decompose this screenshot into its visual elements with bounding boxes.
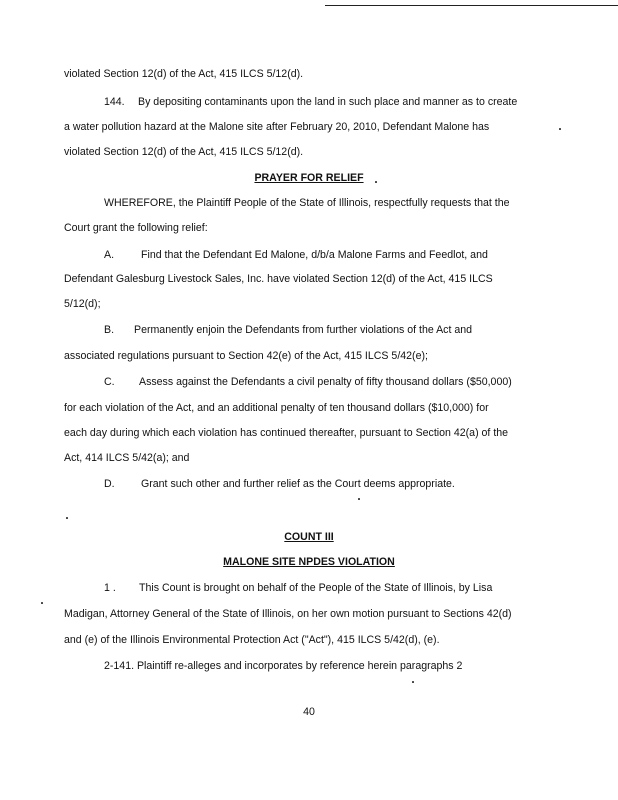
count-paragraph-2-141: 2-141. Plaintiff re-alleges and incorporates by reference herein paragraphs 2 [104, 660, 463, 672]
paragraph-144-number: 144. [104, 96, 125, 108]
relief-item-c-line-1: Assess against the Defendants a civil penalty of fifty thousand dollars ($50,000) [139, 376, 512, 388]
relief-item-b-letter: B. [104, 324, 115, 336]
count-paragraph-1-line-3: and (e) of the Illinois Environmental Protection Act ("Act"), 415 ILCS 5/42(d), (e). [64, 634, 440, 646]
scan-speck [375, 181, 377, 183]
count-heading: COUNT III [284, 531, 334, 543]
relief-item-c-letter: C. [104, 376, 115, 388]
wherefore-line-2: Court grant the following relief: [64, 222, 208, 234]
count-paragraph-1-line-2: Madigan, Attorney General of the State of Illinois, on her own motion pursuant to Sections 42(d) [64, 608, 512, 620]
relief-item-a-line-1: Find that the Defendant Ed Malone, d/b/a Malone Farms and Feedlot, and [141, 249, 488, 261]
scan-speck [559, 128, 561, 130]
relief-item-b-line-1: Permanently enjoin the Defendants from further violations of the Act and [134, 324, 473, 336]
count-paragraph-1-line-1: This Count is brought on behalf of the People of the State of Illinois, by Lisa [139, 582, 493, 594]
relief-item-a-letter: A. [104, 249, 115, 261]
count-paragraph-1-number: 1 . [104, 582, 116, 594]
scan-speck [412, 681, 414, 683]
relief-item-d-letter: D. [104, 478, 115, 490]
relief-item-c-line-2: for each violation of the Act, and an additional penalty of ten thousand dollars ($10,000) for [64, 402, 489, 414]
relief-item-c-line-3: each day during which each violation has continued thereafter, pursuant to Section 42(a) of the [64, 427, 509, 439]
paragraph-144-line-2: a water pollution hazard at the Malone site after February 20, 2010, Defendant Malone has [64, 121, 490, 133]
relief-item-a-line-3: 5/12(d); [64, 298, 101, 310]
page-number: 40 [303, 706, 315, 718]
prayer-for-relief-heading: PRAYER FOR RELIEF [254, 172, 364, 184]
relief-item-b-line-2: associated regulations pursuant to Section 42(e) of the Act, 415 ILCS 5/42(e); [64, 350, 428, 362]
paragraph-144-line-1: By depositing contaminants upon the land in such place and manner as to create [138, 96, 518, 108]
paragraph-144-line-3: violated Section 12(d) of the Act, 415 ILCS 5/12(d). [64, 146, 304, 158]
relief-item-a-line-2: Defendant Galesburg Livestock Sales, Inc. have violated Section 12(d) of the Act, 415 ILCS [64, 273, 493, 285]
top-scan-rule [325, 5, 618, 6]
relief-item-c-line-4: Act, 414 ILCS 5/42(a); and [64, 452, 190, 464]
paragraph-143-tail: violated Section 12(d) of the Act, 415 ILCS 5/12(d). [64, 68, 304, 80]
scan-speck [41, 602, 43, 604]
count-subheading: MALONE SITE NPDES VIOLATION [223, 556, 395, 568]
relief-item-d-line-1: Grant such other and further relief as the Court deems appropriate. [141, 478, 455, 490]
scan-speck [358, 498, 360, 500]
wherefore-line-1: WHEREFORE, the Plaintiff People of the State of Illinois, respectfully requests that the [104, 197, 510, 209]
scan-speck [66, 517, 68, 519]
